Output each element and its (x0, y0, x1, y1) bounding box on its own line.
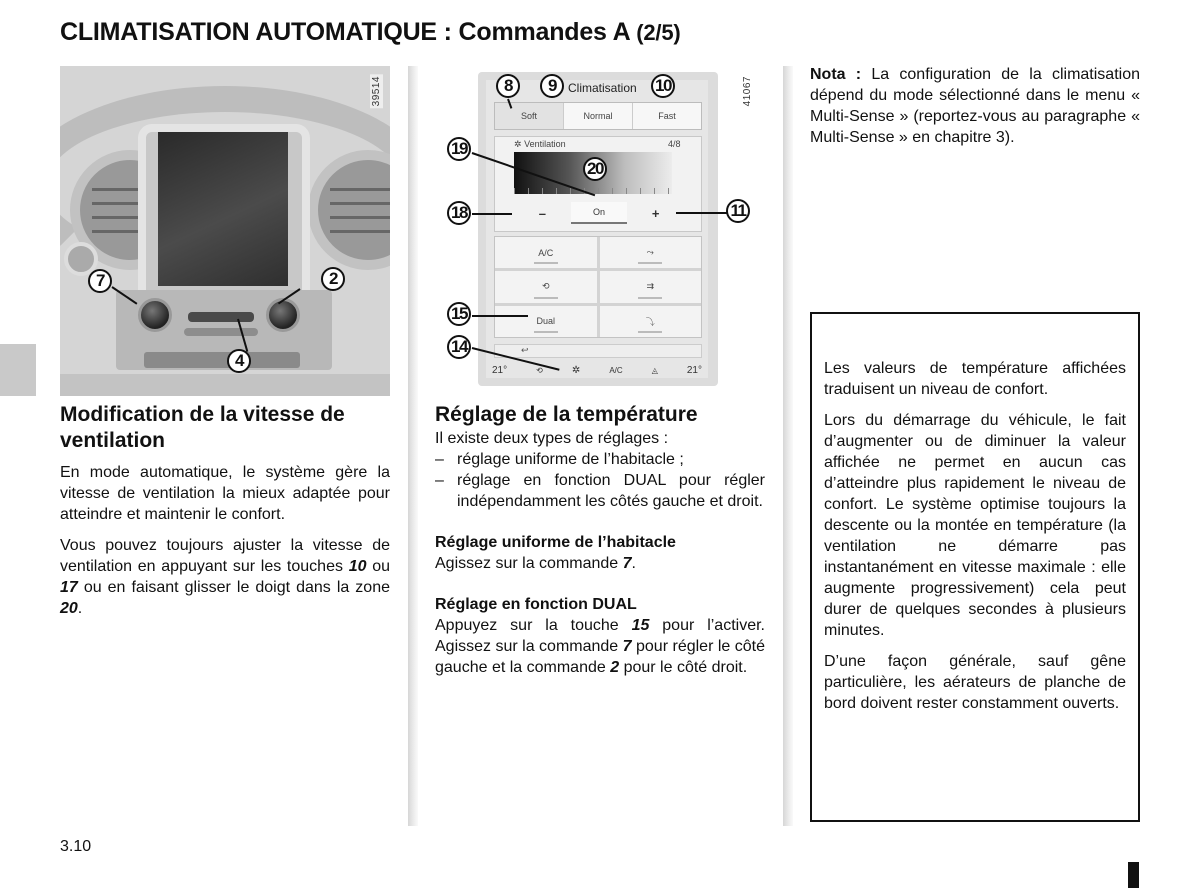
ac-status[interactable]: A/C (609, 365, 623, 375)
fan-icon: ✲ (514, 139, 522, 149)
ventilation-minus-button[interactable]: – (538, 205, 546, 221)
subheading-dual: Réglage en fonction DUAL (435, 596, 637, 613)
info-paragraph-3: D’une façon générale, sauf gêne particulière, les aérateurs de planche de bord doivent rester constamment ouverts. (824, 653, 1126, 712)
bullet-item: – réglage en fonction DUAL pour régler indépendamment les côtés gauche et droit. (435, 472, 765, 510)
page-title-main: CLIMATISATION AUTOMATIQUE : Commandes A (60, 18, 630, 46)
temperature-intro: Il existe deux types de réglages : (435, 430, 669, 447)
back-bar[interactable] (494, 344, 702, 358)
mode-selector (494, 102, 702, 130)
button-strip (188, 312, 254, 322)
callout-11: 11 (726, 199, 750, 223)
callout-9: 9 (540, 74, 564, 98)
left-control-knob (138, 298, 172, 332)
multimedia-screen (158, 132, 288, 286)
right-control-knob (266, 298, 300, 332)
figure-code: 41067 (742, 76, 753, 107)
status-bar (486, 362, 708, 378)
ventilation-on-button[interactable]: On (571, 202, 628, 224)
ventilation-paragraph-2: Vous pouvez toujours ajuster la vitesse de ventilation en appuyant sur les touches 10 ou 17 ou en faisant glisser le doigt dans la zone 20. (60, 537, 390, 617)
callout-10: 10 (651, 74, 675, 98)
center-console (60, 374, 390, 396)
airflow-icon[interactable]: ⤵ (600, 306, 702, 337)
airflow-icon[interactable]: ⤳ (600, 237, 702, 268)
recirculation-icon[interactable]: ◬ (651, 365, 658, 375)
page-corner-mark (1128, 862, 1139, 888)
bullet-text: réglage en fonction DUAL pour régler indépendamment les côtés gauche et droit. (457, 472, 765, 510)
mode-soft-button[interactable]: Soft (495, 103, 564, 129)
callout-4: 4 (227, 349, 251, 373)
nota-body: La configuration de la climatisation dépend du mode sélectionné dans le menu « Multi-Sense » (reportez-vous au paragraphe « Multi-Sense » en chapitre 3). (810, 66, 1141, 146)
ventilation-plus-button[interactable]: + (651, 205, 660, 221)
mode-fast-button[interactable]: Fast (658, 111, 676, 121)
callout-20: 20 (583, 157, 607, 181)
section-heading-ventilation: Modification de la vitesse de ventilation (60, 403, 345, 452)
callout-leader (676, 212, 728, 214)
bullet-item: – réglage uniforme de l’habitacle ; (435, 451, 684, 468)
function-grid (494, 236, 702, 338)
uniform-text: Agissez sur la commande 7. (435, 555, 636, 572)
touchscreen-figure (434, 66, 764, 396)
ac-button[interactable]: A/C (495, 237, 597, 268)
column-divider (408, 66, 418, 826)
ventilation-label (514, 139, 566, 150)
chapter-tab (0, 344, 36, 396)
info-paragraph-2: Lors du démarrage du véhicule, le fait d’augmenter ou de diminuer la valeur affichée ne permet en aucun cas d’atteindre plus rapidement le niveau de confort. Le système optimise toujours la descente ou la montée en température (la ventilation ne démarre pas instantanément en vitesse maximale : elle augmente progressivement) cela peut durer de quelques secondes à plusieurs minutes. (824, 412, 1126, 639)
info-box (810, 312, 1140, 822)
mode-normal-button[interactable]: Normal (564, 103, 633, 129)
button-strip-lower (184, 328, 258, 336)
ventilation-text (60, 462, 390, 629)
ventilation-controls (514, 202, 684, 224)
page-number: 3.10 (60, 838, 92, 855)
info-paragraph-1: Les valeurs de température affichées traduisent un niveau de confort. (824, 360, 1126, 398)
callout-15: 15 (447, 302, 471, 326)
callout-14: 14 (447, 335, 471, 359)
callout-7: 7 (88, 269, 112, 293)
fan-icon[interactable]: ✲ (571, 364, 581, 376)
recirculation-icon[interactable]: ⟲ (495, 271, 597, 302)
callout-leader (472, 213, 512, 215)
callout-19: 19 (447, 137, 471, 161)
left-temperature[interactable]: 21° (492, 364, 508, 376)
dashboard-figure (60, 66, 390, 396)
nota-label: Nota : (810, 66, 862, 83)
bullet-text: réglage uniforme de l’habitacle ; (457, 451, 684, 468)
airflow-icon[interactable]: ⇉ (600, 271, 702, 302)
ventilation-label-text: Ventilation (524, 139, 566, 149)
page-title (60, 18, 681, 47)
page-title-part: (2/5) (636, 20, 681, 45)
callout-2: 2 (321, 267, 345, 291)
callout-leader (472, 315, 528, 317)
subheading-uniform: Réglage uniforme de l’habitacle (435, 534, 676, 551)
button-row (144, 352, 300, 368)
dual-text: Appuyez sur la touche 15 pour l’activer. Agissez sur la commande 7 pour régler le côté gauche et la commande 2 pour le côté droit. (435, 617, 765, 676)
callout-18: 18 (447, 201, 471, 225)
back-arrow-icon[interactable]: ↩ (521, 345, 529, 355)
nota-text (810, 64, 1140, 148)
ventilation-paragraph-1: En mode automatique, le système gère la vitesse de ventilation la mieux adaptée pour atteindre et maintenir le confort. (60, 464, 390, 523)
figure-code: 39514 (371, 76, 382, 107)
dual-button[interactable]: Dual (495, 306, 597, 337)
right-temperature[interactable]: 21° (686, 364, 702, 376)
ventilation-level: 4/8 (668, 139, 681, 149)
callout-8: 8 (496, 74, 520, 98)
screen-title: Climatisation (568, 81, 637, 95)
section-heading-temperature: Réglage de la température (435, 403, 698, 426)
temperature-text (435, 428, 765, 678)
recirculation-icon[interactable]: ⟲ (536, 365, 543, 375)
column-divider (783, 66, 793, 826)
